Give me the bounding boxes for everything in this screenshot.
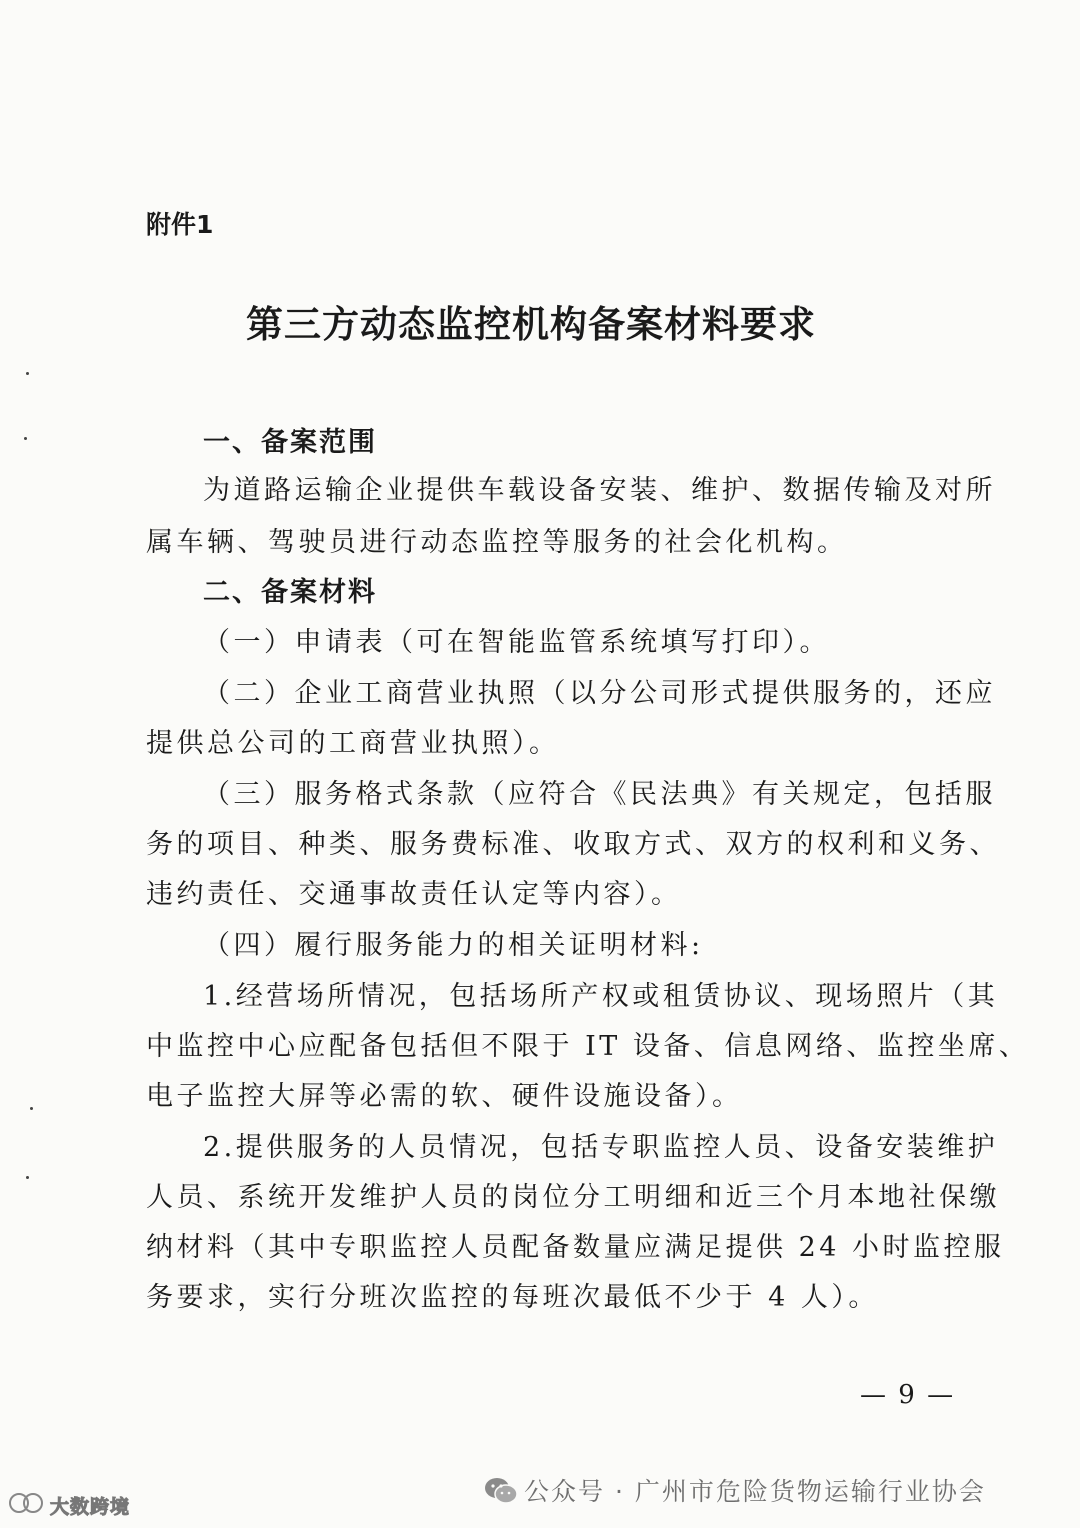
- section1-line-1: 为道路运输企业提供车载设备安装、维护、数据传输及对所: [203, 475, 996, 506]
- section1-line-2: 属车辆、驾驶员进行动态监控等服务的社会化机构。: [146, 527, 848, 558]
- item4: （四）履行服务能力的相关证明材料:: [203, 930, 704, 961]
- sub2-line-1: 2.提供服务的人员情况，包括专职监控人员、设备安装维护: [203, 1132, 999, 1163]
- wechat-icon: [483, 1476, 519, 1506]
- item2-line-1: （二）企业工商营业执照（以分公司形式提供服务的，还应: [203, 678, 996, 709]
- scan-speck: [26, 1176, 29, 1179]
- attachment-label: 附件1: [146, 210, 214, 239]
- sub1-line-3: 电子监控大屏等必需的软、硬件设施设备）。: [146, 1081, 743, 1112]
- page-number: — 9 —: [860, 1380, 956, 1410]
- scan-speck: [24, 437, 27, 440]
- scan-speck: [30, 1107, 33, 1110]
- sub2-line-4: 务要求，实行分班次监控的每班次最低不少于 4 人）。: [146, 1282, 879, 1313]
- item3-line-2: 务的项目、种类、服务费标准、收取方式、双方的权利和义务、: [146, 829, 1000, 860]
- item3-line-3: 违约责任、交通事故责任认定等内容）。: [146, 879, 682, 910]
- item1: （一）申请表（可在智能监管系统填写打印）。: [203, 627, 830, 658]
- sub1-line-2: 中监控中心应配备包括但不限于 IT 设备、信息网络、监控坐席、: [146, 1031, 1030, 1062]
- item3-line-1: （三）服务格式条款（应符合《民法典》有关规定，包括服: [203, 779, 996, 810]
- item2-line-2: 提供总公司的工商营业执照）。: [146, 728, 560, 759]
- official-account-watermark: 公众号 · 广州市危险货物运输行业协会: [524, 1477, 986, 1506]
- page-title: 第三方动态监控机构备案材料要求: [246, 303, 816, 346]
- sub2-line-3: 纳材料（其中专职监控人员配备数量应满足提供 24 小时监控服: [146, 1232, 1005, 1263]
- brand-watermark: 大数跨境: [50, 1496, 131, 1518]
- sub2-line-2: 人员、系统开发维护人员的岗位分工明细和近三个月本地社保缴: [146, 1182, 1000, 1213]
- section2-heading: 二、备案材料: [203, 577, 377, 608]
- section1-heading: 一、备案范围: [203, 427, 377, 458]
- scan-speck: [26, 372, 29, 375]
- sub1-line-1: 1.经营场所情况，包括场所产权或租赁协议、现场照片（其: [203, 981, 999, 1012]
- brand-logo-icon: [6, 1488, 46, 1518]
